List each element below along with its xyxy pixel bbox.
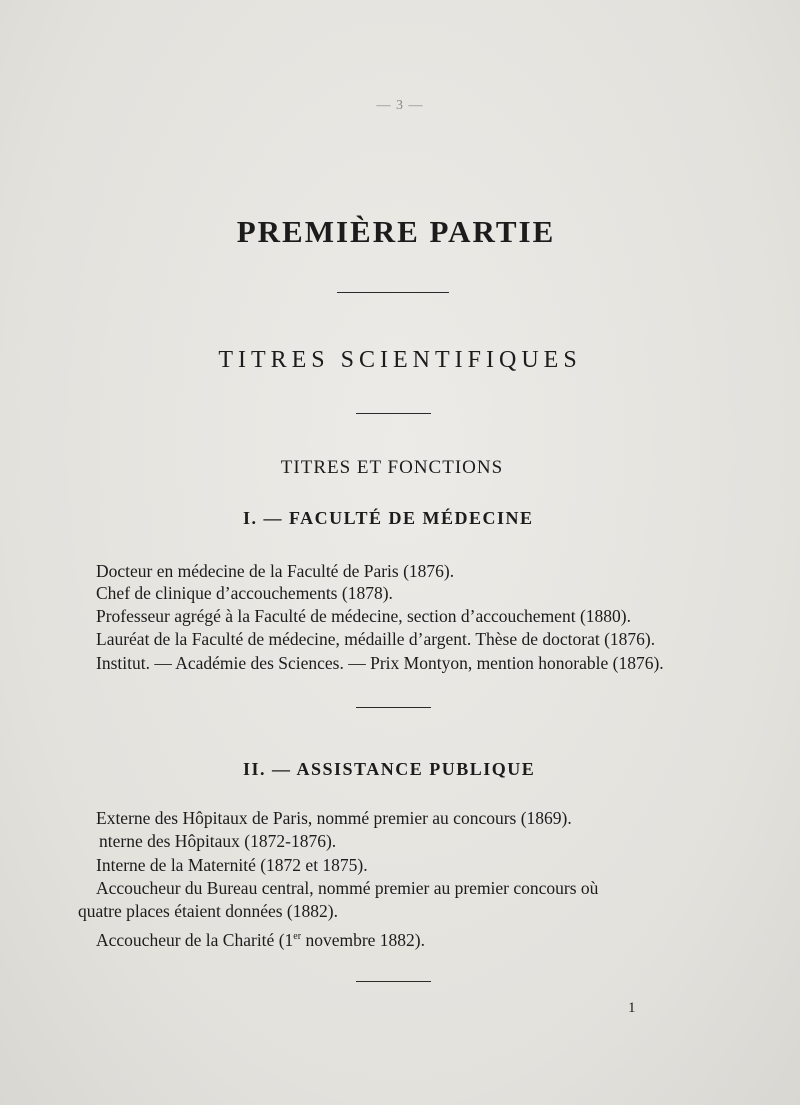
assistance-line: Interne de la Maternité (1872 et 1875). — [96, 855, 368, 875]
section-heading-assistance: II. — ASSISTANCE PUBLIQUE — [243, 759, 536, 779]
divider-rule — [337, 292, 449, 293]
divider-rule — [356, 981, 431, 982]
section-title: TITRES SCIENTIFIQUES — [218, 347, 582, 373]
assistance-line: Accoucheur du Bureau central, nommé premier au premier concours où — [96, 878, 599, 898]
charite-suffix: novembre 1882). — [301, 929, 425, 950]
charite-prefix: Accoucheur de la Charité (1 — [96, 929, 294, 950]
section-heading-faculte: I. — FACULTÉ DE MÉDECINE — [243, 508, 534, 528]
faculte-line: Professeur agrégé à la Faculté de médecine, section d’accouchement (1880). — [96, 606, 631, 626]
charite-sup: er — [293, 931, 302, 942]
faculte-line: Chef de clinique d’accouchements (1878). — [96, 583, 393, 603]
divider-rule — [356, 707, 431, 708]
part-title: PREMIÈRE PARTIE — [236, 214, 556, 249]
assistance-line: quatre places étaient données (1882). — [78, 901, 338, 921]
assistance-line-charite — [96, 926, 425, 951]
folio-signature: 1 — [628, 1000, 636, 1016]
faculte-line: Docteur en médecine de la Faculté de Paris (1876). — [96, 561, 455, 581]
assistance-line: Externe des Hôpitaux de Paris, nommé premier au concours (1869). — [96, 808, 572, 828]
assistance-line: nterne des Hôpitaux (1872-1876). — [99, 831, 337, 851]
faculte-line: Lauréat de la Faculté de médecine, médaille d’argent. Thèse de doctorat (1876). — [96, 629, 656, 649]
faculte-line: Institut. — Académie des Sciences. — Prix Montyon, mention honorable (1876). — [96, 653, 664, 673]
page-number: — 3 — — [376, 98, 424, 113]
sub-title: TITRES ET FONCTIONS — [280, 457, 504, 478]
divider-rule — [356, 413, 431, 414]
